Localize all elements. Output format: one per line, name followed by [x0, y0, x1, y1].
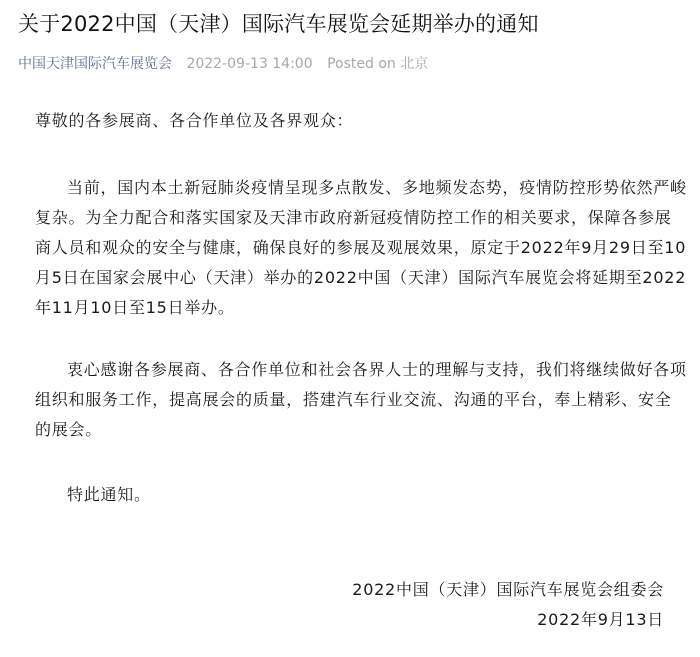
paragraph-line: 复杂。为全力配合和落实国家及天津市政府新冠疫情防控工作的相关要求，保障各参展	[35, 208, 672, 227]
closing: 特此通知。	[67, 485, 151, 504]
paragraph-line: 当前，国内本土新冠肺炎疫情呈现多点散发、多地频发态势，疫情防控形势依然严峻	[67, 178, 687, 197]
greeting: 尊敬的各参展商、各合作单位及各界观众：	[35, 111, 354, 130]
signature-date: 2022年9月13日	[537, 610, 664, 629]
paragraph-line: 的展会。	[35, 420, 103, 439]
publish-time: 2022-09-13 14:00	[186, 56, 313, 72]
paragraph-line: 年11月10日至15日举办。	[35, 298, 235, 317]
paragraph-line: 组织和服务工作，提高展会的质量，搭建汽车行业交流、沟通的平台，奉上精彩、安全	[35, 390, 672, 409]
paragraph-line: 月5日在国家会展中心（天津）举办的2022中国（天津）国际汽车展览会将延期至2022	[35, 268, 687, 287]
publish-location: Posted on 北京	[327, 56, 429, 72]
account-name-link[interactable]: 中国天津国际汽车展览会	[18, 56, 172, 72]
signature: 2022中国（天津）国际汽车展览会组委会	[352, 580, 664, 599]
article-meta	[18, 53, 428, 73]
paragraph-line: 商人员和观众的安全与健康，确保良好的参展及观展效果，原定于2022年9月29日至10	[35, 238, 687, 257]
paragraph-line: 衷心感谢各参展商、各合作单位和社会各界人士的理解与支持，我们将继续做好各项	[67, 360, 687, 379]
article-title: 关于2022中国（天津）国际汽车展览会延期举办的通知	[18, 12, 539, 36]
